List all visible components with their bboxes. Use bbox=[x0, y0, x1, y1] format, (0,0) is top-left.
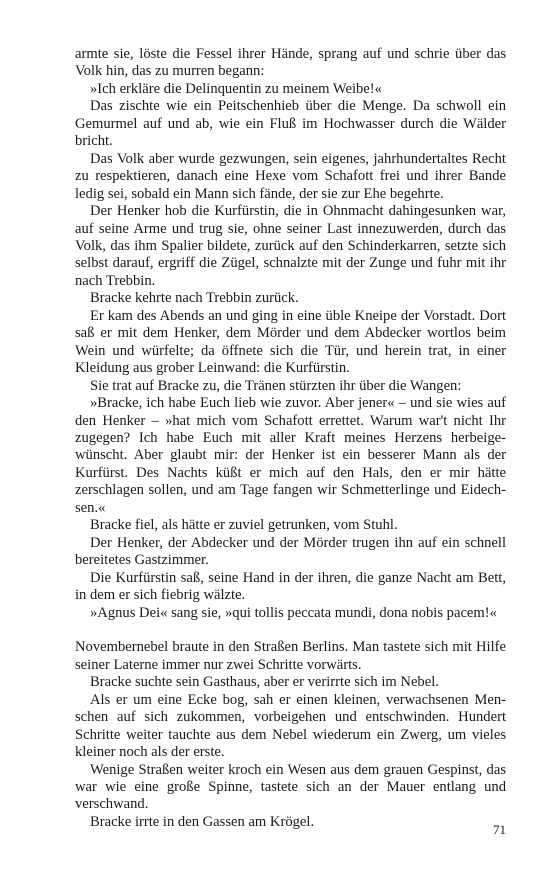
paragraph-4: Das Volk aber wurde gezwungen, sein eigenes, jahrhundertaltes Recht zu respektieren, danach eine Hexe vom Schafott frei und ihrer Bande ledig sei, sobald ein Mann sich fände, der sie zur Ehe begehrte. bbox=[75, 150, 506, 202]
body-text bbox=[75, 46, 506, 831]
page-number: 71 bbox=[493, 822, 506, 837]
paragraph-13: »Agnus Dei« sang sie, »qui tollis peccata mundi, dona nobis pacem!« bbox=[90, 604, 497, 621]
paragraph-1: armte sie, löste die Fessel ihrer Hände, sprang auf und schrie über das Volk hin, das zu murren begann: bbox=[75, 46, 506, 80]
paragraph-16: Als er um eine Ecke bog, sah er einen kleinen, verwachsenen Menschen auf sich zukommen, vorbeigehen und entschwinden. Hundert Schritte weiter tauchte aus dem Nebel wiederum ein Zwerg, um vieles kleiner noch als der erste. bbox=[75, 691, 506, 761]
paragraph-2: »Ich erkläre die Delinquentin zu meinem Weibe!« bbox=[90, 80, 382, 97]
paragraph-12: Die Kurfürstin saß, seine Hand in der ihren, die ganze Nacht am Bett, in dem er sich fiebrig wälzte. bbox=[75, 569, 506, 604]
paragraph-17: Wenige Straßen weiter kroch ein Wesen aus dem grauen Gespinst, das war wie eine große Spinne, tastete sich an der Mauer entlang und verschwand. bbox=[75, 761, 506, 813]
paragraph-14: Novembernebel braute in den Straßen Berlins. Man tastete sich mit Hilfe seiner Laterne immer nur zwei Schritte vorwärts. bbox=[75, 639, 506, 673]
paragraph-9: »Bracke, ich habe Euch lieb wie zuvor. Aber jener« – und sie wies auf den Henker – »hat mich vom Schafott errettet. Warum war't nicht Ihr zugegen? Ich habe Euch mit aller Kraft meines Herzens herbeigewünscht. Aber glaubt mir: der Henker ist ein besserer Mann als der Kurfürst. Des Nachts küßt er mich auf den Hals, den er mir hätte zerschlagen sollen, und am Tage fangen wir Schmetterlinge und Eidechsen.« bbox=[75, 395, 506, 516]
paragraph-15: Bracke suchte sein Gasthaus, aber er verirrte sich im Nebel. bbox=[90, 674, 439, 691]
paragraph-6: Bracke kehrte nach Trebbin zurück. bbox=[90, 290, 299, 307]
paragraph-10: Bracke fiel, als hätte er zuviel getrunken, vom Stuhl. bbox=[90, 517, 398, 534]
paragraph-5: Der Henker hob die Kurfürstin, die in Ohnmacht dahingesunken war, auf seine Arme und trug sie, ohne seiner Last innezuwerden, durch das Volk, das ihm Spalier bildete, zurück auf den Schinderkarren, setzte sich selbst darauf, ergriff die Zügel, schnalzte mit der Zunge und fuhr mit ihr nach Trebbin. bbox=[75, 203, 506, 289]
paragraph-3: Das zischte wie ein Peitschenhieb über die Menge. Da schwoll ein Gemurmel auf und ab, wie ein Fluß im Hochwasser durch die Wälder bricht. bbox=[75, 98, 506, 150]
paragraph-18: Bracke irrte in den Gassen am Krögel. bbox=[90, 813, 315, 830]
paragraph-11: Der Henker, der Abdecker und der Mörder trugen ihn auf ein schnell bereitetes Gastzimmer. bbox=[75, 534, 506, 569]
paragraph-8: Sie trat auf Bracke zu, die Tränen stürzten ihr über die Wangen: bbox=[90, 377, 462, 394]
paragraph-7: Er kam des Abends an und ging in eine üble Kneipe der Vorstadt. Dort saß er mit dem Henker, dem Mörder und dem Abdecker wortlos beim Wein und würfelte; da öffnete sich die Tür, und herein trat, in einer Kleidung aus grober Leinwand: die Kurfürstin. bbox=[75, 307, 506, 377]
